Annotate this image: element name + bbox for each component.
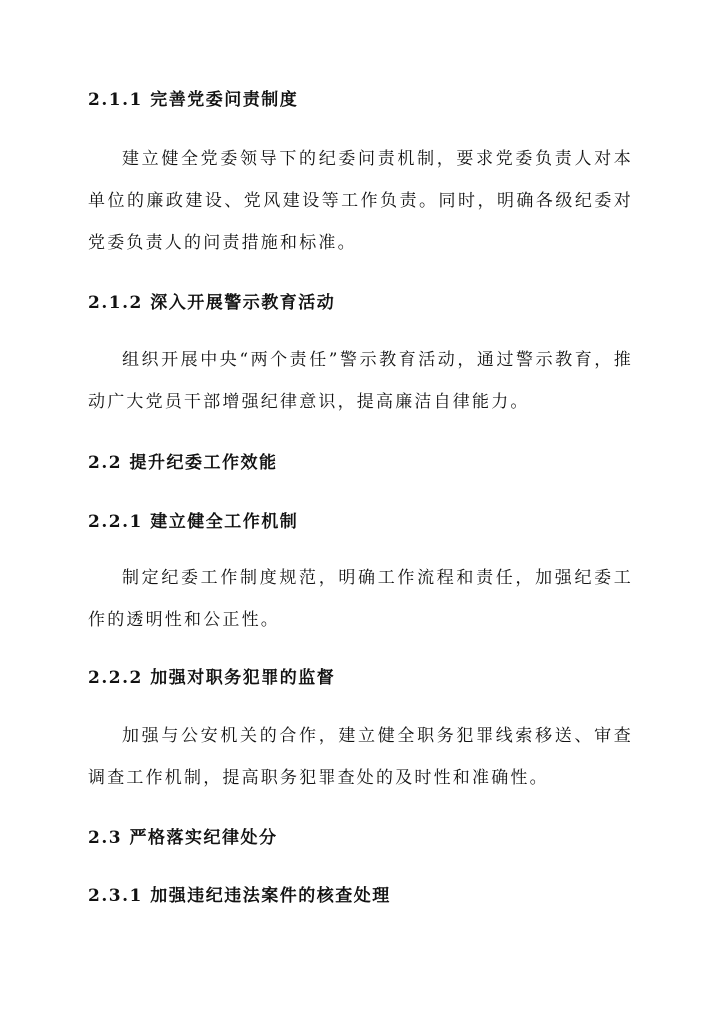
section-heading-2-2-2: 2.2.2 加强对职务犯罪的监督 [88, 668, 336, 688]
section-heading-2-1-2: 2.1.2 深入开展警示教育活动 [88, 293, 336, 313]
paragraph-2-1-1: 建立健全党委领导下的纪委问责机制，要求党委负责人对本单位的廉政建设、党风建设等工作负责。同时，明确各级纪委对党委负责人的问责措施和标准。 [88, 149, 633, 253]
section-heading-2-2: 2.2 提升纪委工作效能 [88, 453, 278, 473]
section-heading-2-3-1: 2.3.1 加强违纪违法案件的核查处理 [88, 886, 391, 906]
section-heading-2-1-1: 2.1.1 完善党委问责制度 [88, 90, 299, 110]
section-heading-2-2-1: 2.2.1 建立健全工作机制 [88, 512, 299, 532]
paragraph-2-2-2: 加强与公安机关的合作，建立健全职务犯罪线索移送、审查调查工作机制，提高职务犯罪查处的及时性和准确性。 [88, 726, 633, 788]
paragraph-2-2-1: 制定纪委工作制度规范，明确工作流程和责任，加强纪委工作的透明性和公正性。 [88, 568, 633, 630]
section-heading-2-3: 2.3 严格落实纪律处分 [88, 828, 278, 848]
paragraph-2-1-2: 组织开展中央“两个责任”警示教育活动，通过警示教育，推动广大党员干部增强纪律意识，提高廉洁自律能力。 [88, 350, 633, 412]
